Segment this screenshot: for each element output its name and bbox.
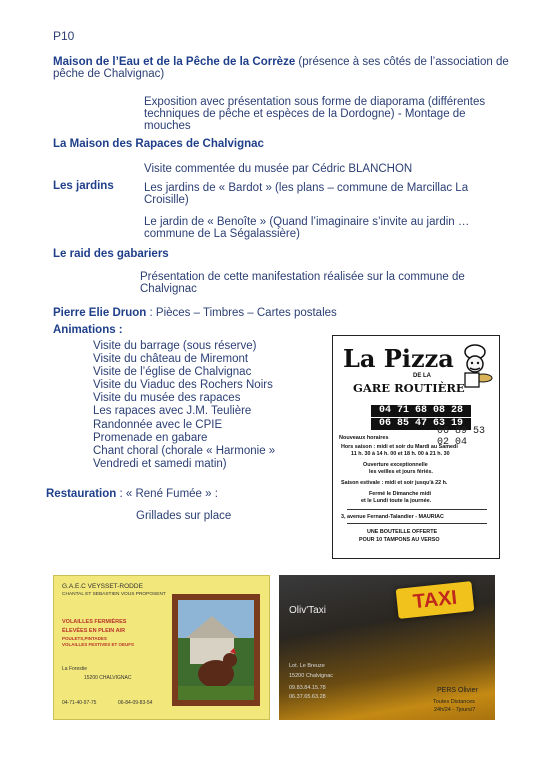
taxi-distance: Toutes Distances [433,699,475,705]
pizza-subtitle: GARE ROUTIÈRE [353,381,465,395]
taxi-owner: PERS Olivier [437,687,478,694]
list-item: Promenade en gabare [93,431,208,444]
peche-note-cont: pêche de Chalvignac) [53,68,165,80]
gaec-subtitle: CHANTAL ET SEBASTIEN VOUS PROPOSENT [62,592,166,597]
druon-name: Pierre Elie Druon [53,307,147,319]
peche-note: (présence à ses côtés de l’association de [295,56,509,68]
raid-desc-1: Présentation de cette manifestation réalisée sur la commune de [140,271,465,283]
gaec-festives: VOLAILLES FESTIVES ET OEUFS [62,642,135,647]
pizza-new-hours: Nouveaux horaires [339,435,389,441]
taxi-name: Oliv'Taxi [289,605,326,616]
animations-title: Animations : [53,324,123,336]
taxi-sign-icon [396,581,475,619]
pizza-hours-1: Hors saison : midi et soir du Mardi au Samedi [341,444,458,450]
pizza-offer-2: POUR 10 TAMPONS AU VERSO [359,537,440,543]
gaec-title: G.A.E.C VEYSSET-RODDE [62,583,143,590]
restauration-detail: Grillades sur place [136,510,232,522]
gaec-city: 15200 CHALVIGNAC [84,675,132,681]
gaec-place: La Forestie [62,666,88,672]
peche-title: Maison de l’Eau et de la Pêche de la Corrèze [53,56,296,68]
pizza-offer-1: UNE BOUTEILLE OFFERTE [367,529,438,535]
jardins-title: Les jardins [53,180,114,192]
pizza-summer: Saison estivale : midi et soir jusqu'à 22 h. [341,480,448,486]
pizza-divider [347,509,487,510]
pizza-divider [347,523,487,524]
pizza-phone-2: 06 85 47 63 19 [371,418,471,430]
pizza-closed-2: et le Lundi toute la journée. [361,498,432,504]
list-item: Visite de l’église de Chalvignac [93,366,252,379]
gaec-poulets: POULETS,PINTADES [62,636,107,641]
druon-text: : Pièces – Timbres – Cartes postales [146,307,337,319]
taxi-card [279,575,495,720]
list-item: Visite du musée des rapaces [93,392,241,405]
pizza-address: 3, avenue Fernand-Talandier - MAURIAC [341,514,444,520]
pizza-hours-2: 11 h. 30 à 14 h. 00 et 18 h. 00 à 21 h. 30 [351,451,450,457]
chicken-photo-icon [172,594,260,706]
pizza-phone-overwrite: 06 89 53 02 04 [437,426,486,448]
list-item: Randonnée avec le CPIE [93,418,223,431]
jardins-benoite-1: Le jardin de « Benoîte » (Quand l’imaginaire s’invite au jardin … [144,216,470,228]
gaec-elevees: ÉLEVÉES EN PLEIN AIR [62,628,126,634]
gaec-tel-2: 06-84-09-83-54 [118,700,153,706]
pizza-exceptional-2: les veilles et jours fériés. [369,469,433,475]
pizza-de-la: DE LA [413,373,431,379]
gaec-volailles: VOLAILLES FERMIÈRES [62,619,127,625]
pizza-closed-1: Fermé le Dimanche midi [369,491,432,497]
jardins-benoite-2: commune de La Ségalassière) [144,228,300,240]
list-item: Chant choral (chorale « Harmonie » [93,444,276,457]
rapaces-title: La Maison des Rapaces de Chalvignac [53,138,264,150]
list-item: Vendredi et samedi matin) [93,457,227,470]
restauration-line [46,488,218,501]
taxi-sign-label: TAXI [411,586,459,614]
pizza-phone-1: 04 71 68 08 28 [371,405,471,417]
peche-desc-3: mouches [144,120,191,132]
list-item: Visite du Viaduc des Rochers Noirs [93,379,273,392]
restauration-text: : « René Fumée » : [116,488,218,500]
list-item: Les rapaces avec J.M. Teulière [93,405,252,418]
taxi-availability: 24h/24 - 7jours/7 [434,707,476,713]
peche-desc-2: techniques de pêche et espèces de la Dordogne) - Montage de [144,108,466,120]
gaec-tel-1: 04-71-40-97-75 [62,700,97,706]
taxi-tel-2: 06.37.65.63.28 [289,694,326,700]
pizza-exceptional-1: Ouverture exceptionnelle [363,462,428,468]
list-item: Visite du château de Miremont [93,353,249,366]
pizza-ad [332,335,500,559]
pizza-title: La Pizza [343,344,454,373]
taxi-place: Lot. Le Breuze [289,663,325,669]
taxi-city: 15200 Chalvignac [289,673,334,679]
raid-title: Le raid des gabariers [53,248,169,260]
peche-desc-1: Exposition avec présentation sous forme de diaporama (différentes [144,96,486,108]
jardins-bardot-2: Croisille) [144,194,189,206]
list-item: Visite du barrage (sous réserve) [93,340,257,352]
rapaces-desc: Visite commentée du musée par Cédric BLANCHON [144,163,413,175]
page-label: P10 [53,29,75,43]
jardins-bardot-1: Les jardins de « Bardot » (les plans – commune de Marcillac La [144,182,469,194]
taxi-tel-1: 09.83.84.15.78 [289,685,326,691]
animations-list [93,340,275,471]
raid-desc-2: Chalvignac [140,283,197,295]
restauration-title: Restauration [46,488,117,500]
druon-line [53,307,337,320]
gaec-card [53,575,270,720]
